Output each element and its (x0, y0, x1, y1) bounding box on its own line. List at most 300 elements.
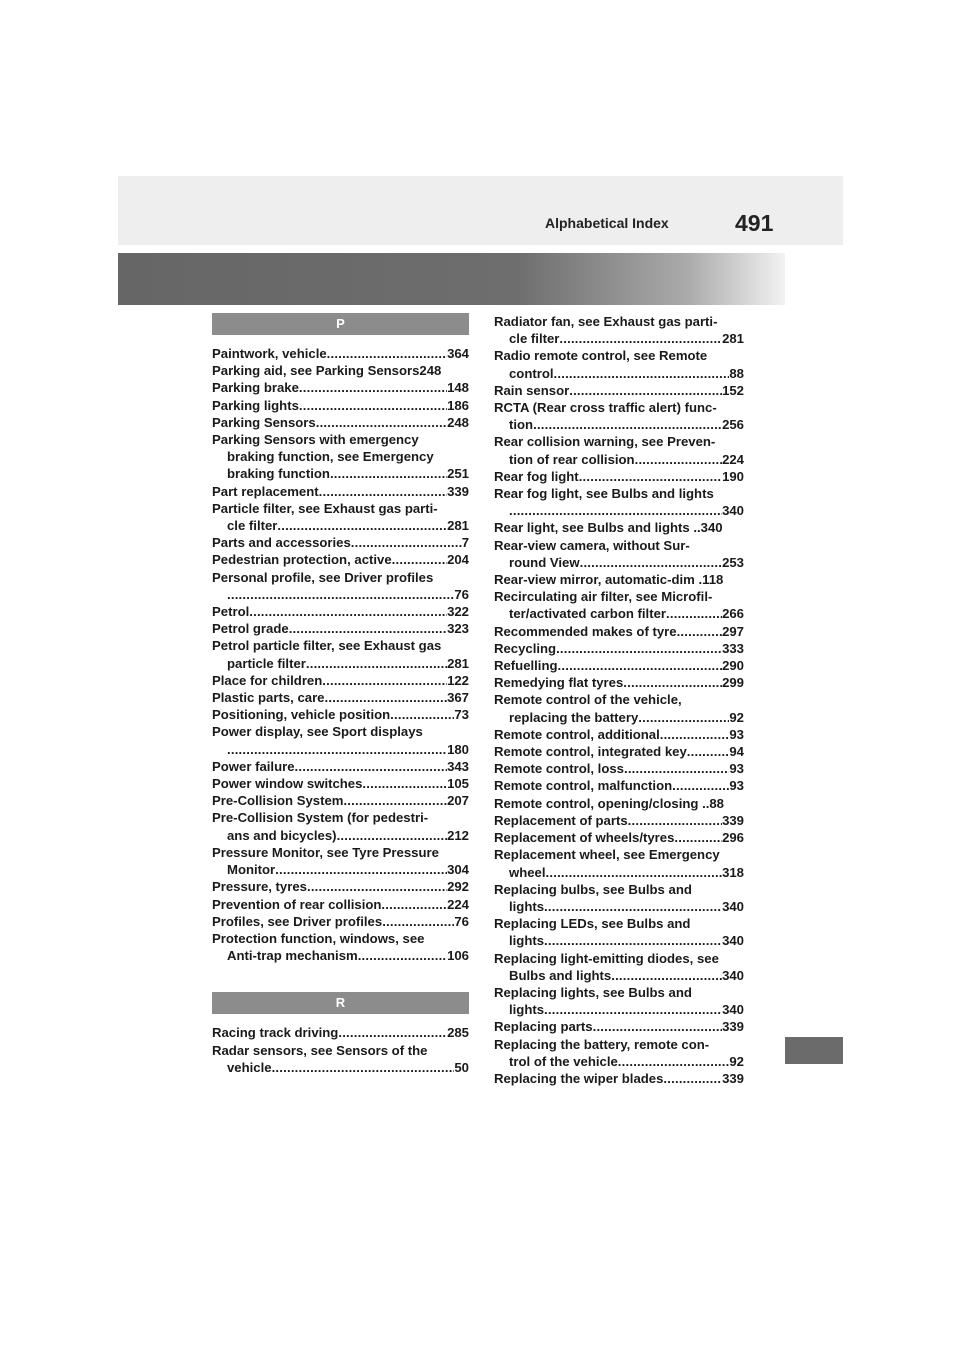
index-entry-line (212, 1059, 469, 1076)
index-entry-text: RCTA (Rear cross traffic alert) func- (494, 400, 717, 416)
dot-leader (307, 878, 447, 895)
dot-leader (509, 502, 722, 519)
index-entry-text: Replacing parts (494, 1019, 593, 1035)
index-entry-line (494, 571, 744, 588)
index-entry-line (212, 913, 469, 930)
index-entry[interactable] (494, 640, 744, 657)
index-entry-line (494, 898, 744, 915)
index-page-number: 93 (729, 761, 744, 777)
index-entry-text: Replacement of wheels/tyres (494, 830, 675, 846)
index-entry-text: tion of rear collision (509, 451, 635, 467)
index-entry-text: Power failure (212, 758, 295, 774)
index-page-number: 186 (447, 397, 469, 413)
index-page-number: 304 (447, 862, 469, 878)
index-entry[interactable] (212, 1024, 469, 1041)
index-entry-line (212, 517, 469, 534)
index-entry[interactable] (212, 1042, 469, 1076)
index-entry-text: particle filter (227, 655, 306, 671)
index-entry[interactable] (494, 1036, 744, 1070)
index-entry[interactable] (212, 534, 469, 551)
dot-leader (327, 345, 447, 362)
index-entry-text: lights (509, 933, 545, 949)
index-entry-text: Radar sensors, see Sensors of the (212, 1042, 428, 1058)
dot-leader (319, 483, 447, 500)
index-entry-text: Pedestrian protection, active (212, 552, 392, 568)
index-entry[interactable] (494, 829, 744, 846)
index-page-number: 7 (461, 535, 469, 551)
index-entry-text: ans and bicycles) (227, 827, 337, 843)
index-entry-text: Prevention of rear collision (212, 896, 382, 912)
index-entry[interactable] (494, 1018, 744, 1035)
dot-leader (663, 1070, 722, 1087)
index-entry[interactable] (494, 812, 744, 829)
index-entry-line (494, 588, 744, 605)
index-entry-line (494, 347, 744, 364)
index-entry[interactable] (494, 795, 744, 812)
index-entry-line (494, 623, 744, 640)
index-entry[interactable] (212, 672, 469, 689)
index-entry[interactable] (494, 519, 744, 536)
index-entry-text: Racing track driving (212, 1025, 339, 1041)
index-entry-line (212, 397, 469, 414)
index-entry[interactable] (494, 588, 744, 622)
index-page-number: 248 (447, 414, 469, 430)
index-entry-line (212, 655, 469, 672)
index-page-number: 92 (729, 1053, 744, 1069)
index-entry[interactable] (494, 777, 744, 794)
index-entry-text: Remote control, additional (494, 726, 660, 742)
index-entry-text: Replacing light-emitting diodes, see (494, 950, 719, 966)
index-column-left (212, 313, 469, 1076)
index-page-number: 118 (702, 572, 724, 588)
index-page-number: 299 (722, 675, 744, 691)
index-page-number: 93 (729, 726, 744, 742)
dot-leader (593, 1018, 722, 1035)
index-entry-line (494, 1053, 744, 1070)
index-entry-text: Replacement wheel, see Emergency (494, 847, 720, 863)
index-entry-text: wheel (509, 864, 546, 880)
index-entry-line (494, 1001, 744, 1018)
index-entry-line (212, 775, 469, 792)
index-entry-line (212, 586, 469, 603)
index-page-number: 333 (722, 640, 744, 656)
dot-leader (558, 657, 723, 674)
index-entry-text: Part replacement (212, 483, 319, 499)
index-entry-text: braking function, see Emergency (227, 449, 434, 465)
index-page-number: 340 (722, 503, 744, 519)
index-entry[interactable] (494, 950, 744, 984)
index-entry-text: Positioning, vehicle position (212, 707, 391, 723)
index-entry[interactable] (212, 414, 469, 431)
index-page-number: 88 (729, 365, 744, 381)
index-entry[interactable] (212, 637, 469, 671)
index-page-number: 266 (722, 606, 744, 622)
index-entry-line (212, 1024, 469, 1041)
dot-leader (672, 777, 729, 794)
section-gap (212, 964, 469, 992)
index-entry-line (494, 709, 744, 726)
index-entry[interactable] (494, 382, 744, 399)
index-entry-line (212, 896, 469, 913)
index-page-number: 212 (447, 827, 469, 843)
index-entry[interactable] (494, 347, 744, 381)
index-entry-line (494, 726, 744, 743)
index-entry[interactable] (494, 623, 744, 640)
index-entry-line (212, 620, 469, 637)
index-entry-text: round View (509, 554, 580, 570)
index-entry[interactable] (494, 846, 744, 880)
index-page-number: 290 (722, 658, 744, 674)
dot-leader (325, 689, 448, 706)
dot-leader (554, 365, 730, 382)
index-entry-text: Parking aid, see Parking Sensors248 (212, 363, 442, 379)
index-page-number: 190 (722, 468, 744, 484)
dot-leader (330, 465, 447, 482)
index-entry[interactable] (212, 706, 469, 723)
index-entry[interactable] (212, 792, 469, 809)
index-entry-line (212, 414, 469, 431)
index-entry-text: ter/activated carbon filter (509, 606, 667, 622)
index-entry-text: Pre-Collision System (212, 793, 344, 809)
index-entry[interactable] (494, 657, 744, 674)
index-entry[interactable] (212, 809, 469, 843)
index-entry-line (494, 416, 744, 433)
index-entry-text: Bulbs and lights (509, 967, 612, 983)
index-entry-line (212, 603, 469, 620)
dot-leader (272, 1059, 455, 1076)
index-entry-text: Pressure Monitor, see Tyre Pressure (212, 844, 439, 860)
index-entry-line (212, 861, 469, 878)
index-page-number: 343 (447, 758, 469, 774)
dot-leader (674, 829, 722, 846)
index-page-number: 50 (454, 1059, 469, 1075)
heading-gap (212, 1014, 469, 1024)
dot-leader (338, 1024, 447, 1041)
dot-leader (351, 534, 462, 551)
index-entry-line (494, 812, 744, 829)
index-entry-line (212, 827, 469, 844)
index-page-number: 340 (722, 898, 744, 914)
index-entry-line (212, 483, 469, 500)
index-page-number: 340 (722, 933, 744, 949)
index-page-number: 251 (447, 466, 469, 482)
index-entry-text: Remote control, opening/closing .. (494, 795, 710, 811)
index-page-number: 367 (447, 690, 469, 706)
index-entry-text: Rear collision warning, see Preven- (494, 434, 716, 450)
index-page-number: 224 (722, 451, 744, 467)
dot-leader (556, 640, 722, 657)
dot-leader (611, 967, 722, 984)
index-entry-text: Remote control of the vehicle, (494, 692, 682, 708)
index-entry-line (494, 795, 744, 812)
index-entry[interactable] (494, 485, 744, 519)
index-entry-line (494, 605, 744, 622)
index-entry-text: Rear-view mirror, automatic-dim . (494, 572, 703, 588)
heading-gap (212, 335, 469, 345)
dot-leader (299, 397, 447, 414)
index-entry-text: Replacing the battery, remote con- (494, 1036, 710, 1052)
index-page-number: 76 (454, 586, 469, 602)
index-entry[interactable] (212, 603, 469, 620)
dot-leader (390, 706, 454, 723)
dot-leader (337, 827, 448, 844)
index-entry-text: control (509, 365, 554, 381)
index-entry-text: Petrol particle filter, see Exhaust gas (212, 638, 442, 654)
letter-heading-r: R (212, 992, 469, 1014)
index-entry-text: Anti-trap mechanism (227, 948, 358, 964)
index-page-number: 296 (722, 830, 744, 846)
index-entry-text: replacing the battery (509, 709, 639, 725)
index-page-number: 281 (722, 331, 744, 347)
index-page-number: 253 (722, 554, 744, 570)
index-page-number: 204 (447, 552, 469, 568)
index-entry-text: Recirculating air filter, see Microfil- (494, 589, 713, 605)
index-entry-text: Paintwork, vehicle (212, 346, 327, 361)
index-entry-line (212, 809, 469, 826)
index-entry-line (494, 829, 744, 846)
index-entry-line (212, 672, 469, 689)
index-entry-text: Remote control, malfunction (494, 778, 673, 794)
dot-leader (299, 379, 447, 396)
dot-leader (227, 741, 447, 758)
index-entry-text: braking function (227, 466, 330, 482)
index-entry[interactable] (494, 313, 744, 347)
index-entry-text: Rain sensor (494, 382, 570, 398)
index-entry-line (212, 706, 469, 723)
index-entry-text: cle filter (509, 331, 560, 347)
page-number: 491 (735, 210, 774, 236)
index-page-number: 148 (447, 380, 469, 396)
index-entry[interactable] (212, 878, 469, 895)
index-entry[interactable] (494, 760, 744, 777)
index-entry-text: Rear light, see Bulbs and lights .. (494, 520, 701, 536)
index-entry[interactable] (212, 844, 469, 878)
index-entry[interactable] (212, 758, 469, 775)
index-entry-text: Parking brake (212, 380, 299, 396)
index-entry-line (494, 313, 744, 330)
index-entry[interactable] (212, 620, 469, 637)
dot-leader (382, 913, 454, 930)
index-entry-line (212, 758, 469, 775)
index-entry-text: Parking Sensors (212, 414, 316, 430)
index-entry-line (494, 932, 744, 949)
dot-leader (275, 861, 447, 878)
index-page-number: 256 (722, 417, 744, 433)
index-entry[interactable] (494, 399, 744, 433)
index-entry-line (212, 569, 469, 586)
index-entry-text: Replacement of parts (494, 812, 628, 828)
dot-leader (623, 674, 722, 691)
index-entry-line (494, 485, 744, 502)
index-entry[interactable] (212, 896, 469, 913)
index-entry[interactable] (212, 362, 469, 379)
index-page-number: 88 (709, 795, 724, 811)
index-page-number: 180 (447, 741, 469, 757)
index-entry-text: lights (509, 898, 545, 914)
index-entry[interactable] (494, 433, 744, 467)
index-entry-text: Pre-Collision System (for pedestri- (212, 810, 429, 826)
index-entry[interactable] (212, 689, 469, 706)
index-entry[interactable] (212, 483, 469, 500)
index-entry[interactable] (494, 468, 744, 485)
index-entry-text: Recommended makes of tyre (494, 623, 677, 639)
index-entry[interactable] (212, 775, 469, 792)
index-entry-line (494, 1018, 744, 1035)
index-entry-line (494, 691, 744, 708)
dot-leader (677, 623, 722, 640)
index-entry-text: Petrol (212, 604, 250, 620)
index-entry-line (494, 881, 744, 898)
dot-leader (660, 726, 730, 743)
index-entry[interactable] (212, 551, 469, 568)
index-entry-line (212, 465, 469, 482)
index-entry-line (494, 537, 744, 554)
index-page-number: 323 (447, 621, 469, 637)
index-entry-line (494, 864, 744, 881)
index-entry[interactable] (212, 345, 469, 362)
index-page-number: 73 (454, 707, 469, 723)
index-entry[interactable] (212, 723, 469, 757)
index-entry-text: lights (509, 1002, 545, 1018)
index-entry[interactable] (494, 743, 744, 760)
index-entry[interactable] (494, 571, 744, 588)
index-entry[interactable] (494, 537, 744, 571)
dot-leader (306, 655, 447, 672)
index-entry[interactable] (494, 674, 744, 691)
index-entry-line (494, 777, 744, 794)
index-entry-line (212, 947, 469, 964)
dot-leader (322, 672, 447, 689)
index-entry-line (212, 534, 469, 551)
index-entry-line (212, 844, 469, 861)
index-entry-line (494, 330, 744, 347)
index-entry[interactable] (494, 1070, 744, 1087)
index-entry-text: cle filter (227, 518, 278, 534)
index-entry[interactable] (494, 726, 744, 743)
index-entry-line (494, 502, 744, 519)
dot-leader (362, 775, 447, 792)
index-entry-text: Remote control, loss (494, 761, 624, 777)
index-entry-text: Rear fog light, see Bulbs and lights (494, 486, 714, 502)
index-page-number: 340 (700, 520, 723, 536)
dot-leader (624, 760, 729, 777)
index-entry-text: Rear fog light (494, 468, 579, 484)
dot-leader (533, 416, 722, 433)
dot-leader (559, 330, 722, 347)
dot-leader (580, 554, 722, 571)
index-entry[interactable] (212, 397, 469, 414)
index-entry-line (494, 760, 744, 777)
dot-leader (343, 792, 447, 809)
dot-leader (544, 898, 722, 915)
index-entry-text: Parking lights (212, 397, 299, 413)
index-entry-line (494, 1036, 744, 1053)
index-entry-line (494, 743, 744, 760)
index-page-number: 224 (447, 896, 469, 912)
index-page-number: 76 (454, 913, 469, 929)
index-entry-text: Replacing LEDs, see Bulbs and (494, 916, 691, 932)
dot-leader (687, 743, 730, 760)
index-entry-line (494, 1070, 744, 1087)
index-entry-line (212, 792, 469, 809)
index-entry-line (212, 345, 469, 362)
index-entry[interactable] (212, 930, 469, 964)
index-entry-line (494, 984, 744, 1001)
index-entry-line (212, 379, 469, 396)
index-entry-text: Replacing lights, see Bulbs and (494, 984, 692, 1000)
index-entry-line (212, 551, 469, 568)
index-entry-line (212, 448, 469, 465)
index-entry-line (494, 640, 744, 657)
dot-leader (316, 414, 447, 431)
index-entry-text: Radio remote control, see Remote (494, 348, 708, 364)
index-page-number: 297 (722, 623, 744, 639)
index-page-number: 339 (447, 483, 469, 499)
index-page-number: 92 (729, 709, 744, 725)
index-entry-line (212, 878, 469, 895)
index-entry[interactable] (212, 569, 469, 603)
index-page-number: 339 (722, 1070, 744, 1086)
index-entry[interactable] (212, 913, 469, 930)
index-entry[interactable] (494, 915, 744, 949)
index-entry-text: tion (509, 417, 534, 433)
index-entry[interactable] (494, 984, 744, 1018)
index-entry-text: Remedying flat tyres (494, 675, 624, 691)
index-entry-line (494, 846, 744, 863)
index-entry-line (212, 637, 469, 654)
index-entry-line (494, 451, 744, 468)
index-page-number: 93 (729, 778, 744, 794)
index-entry-text: Place for children (212, 672, 323, 688)
index-entry[interactable] (212, 379, 469, 396)
index-entry-text: Replacing the wiper blades (494, 1070, 664, 1086)
dot-leader (544, 932, 722, 949)
dot-leader (295, 758, 448, 775)
dot-leader (546, 864, 723, 881)
dot-leader (289, 620, 447, 637)
index-entry-text: Power window switches (212, 776, 363, 792)
index-page-number: 339 (722, 812, 744, 828)
index-entry[interactable] (494, 881, 744, 915)
dot-leader (227, 586, 454, 603)
index-entry-line (494, 468, 744, 485)
index-entry[interactable] (494, 691, 744, 725)
index-column-right (494, 313, 744, 1087)
index-page-number: 207 (447, 793, 469, 809)
index-entry-text: Parts and accessories (212, 535, 351, 551)
index-entry-text: Profiles, see Driver profiles (212, 913, 383, 929)
index-entry-line (212, 689, 469, 706)
index-page-number: 106 (447, 948, 469, 964)
index-entry-text: Remote control, integrated key (494, 744, 687, 760)
index-entry-text: Personal profile, see Driver profiles (212, 569, 434, 585)
index-entry-line (494, 433, 744, 450)
dot-leader (579, 468, 722, 485)
index-entry-line (494, 915, 744, 932)
index-page-number: 364 (447, 346, 469, 361)
index-entry[interactable] (212, 500, 469, 534)
index-page-number: 281 (447, 518, 469, 534)
index-entry-line (494, 554, 744, 571)
index-page-number: 122 (447, 672, 469, 688)
index-entry-line (212, 723, 469, 740)
index-entry-text: vehicle (227, 1059, 272, 1075)
dot-leader (635, 451, 722, 468)
index-page-number: 318 (722, 864, 744, 880)
letter-heading-p: P (212, 313, 469, 335)
index-entry[interactable] (212, 431, 469, 483)
index-page-number: 94 (729, 744, 744, 760)
